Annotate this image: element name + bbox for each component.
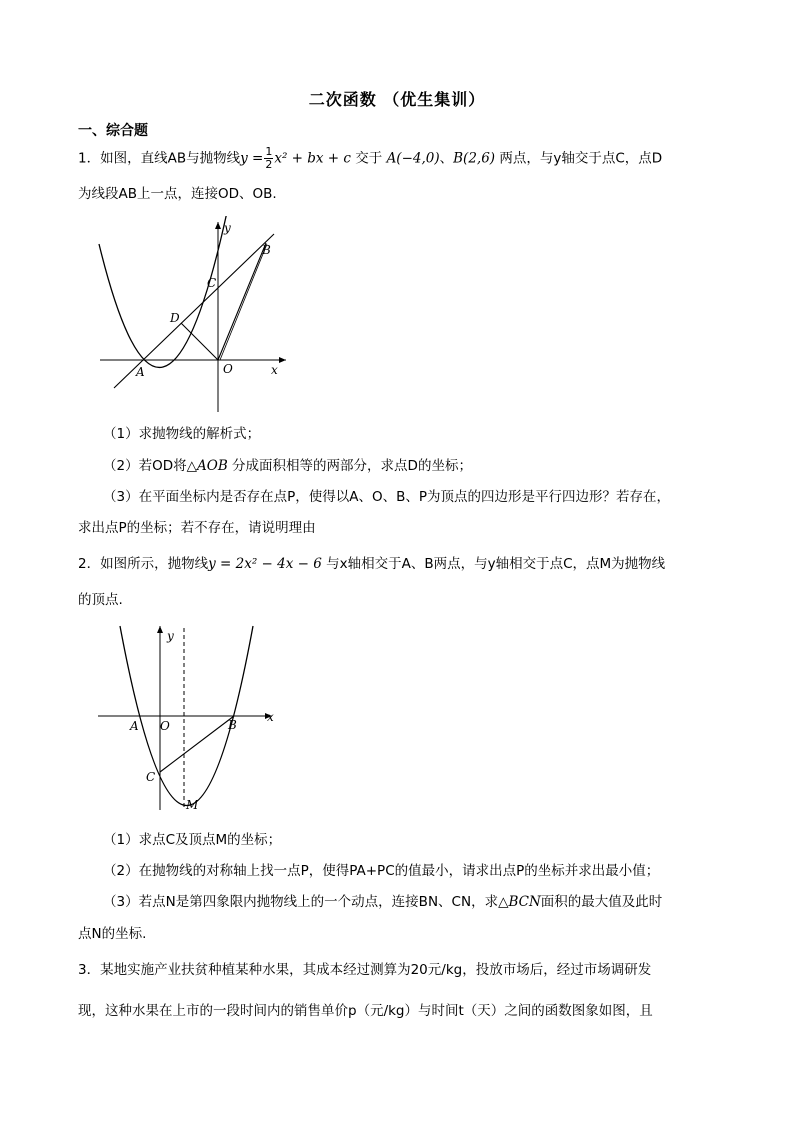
q1-segment-ob-2 [220,244,267,360]
q1-point-b: B(2,6) [453,150,496,167]
q1-point-a: A(−4,0) [386,150,440,167]
q2-label-x: x [267,710,274,724]
q1-sub2-a: （2）若OD将 [103,458,187,474]
q1-text-a: 1．如图，直线AB与抛物线 [78,150,241,167]
q1-eq-fraction [264,146,273,171]
q1-text-d: 两点，与y轴交于点C，点D [499,150,663,167]
q1-eq-den: 2 [265,158,273,171]
q1-label-x: x [271,363,278,377]
q2-sub3-triangle: △BCN [498,894,541,910]
q2-equation: y = 2x² − 4x − 6 [208,556,322,572]
q2-line2: 的顶点. [78,592,123,608]
q1-eq-num: 1 [265,145,273,158]
q1-parabola [99,216,227,367]
q1-figure [90,216,290,416]
q1-sub3-line1: （3）在平面坐标内是否存在点P，使得以A、O、B、P为顶点的四边形是平行四边形？若存在， [103,489,670,505]
q1-sub1: （1）求抛物线的解析式； [103,426,261,442]
q1-y-arrow [215,222,221,229]
q1-sub2 [103,456,472,476]
q1-eq-lhs: y = [240,150,264,167]
q1-x-arrow [279,357,286,363]
q2-sub3-line1 [103,892,662,912]
q2-figure [90,620,290,820]
q2-sub1: （1）求点C及顶点M的坐标； [103,832,282,848]
q1-segment-ob [218,243,266,360]
q2-label-m: M [186,798,199,812]
q1-line2: 为线段AB上一点，连接OD、OB. [78,186,277,202]
q2-sub2: （2）在抛物线的对称轴上找一点P，使得PA+PC的值最小，请求出点P的坐标并求出最小值； [103,863,660,879]
q3-line2: 现，这种水果在上市的一段时间内的销售单价p（元/kg）与时间t（天）之间的函数图象如图，且 [78,1003,653,1019]
q2-sub3-a: （3）若点N是第四象限内抛物线上的一个动点，连接BN、CN，求 [103,894,499,910]
q2-label-c: C [146,770,156,784]
q1-sub3-line2: 求出点P的坐标；若不存在，请说明理由 [78,520,316,536]
q1-label-o: O [223,362,233,376]
q1-text-c: 、 [439,150,454,167]
q2-sub3-line2: 点N的坐标. [78,926,147,942]
q2-label-b: B [228,718,237,732]
q2-label-o: O [160,719,170,733]
q2-sub3-b: 面积的最大值及此时 [540,894,663,910]
document-title: 二次函数 （优生集训） [308,90,486,109]
q1-sub2-triangle: △AOB [186,458,228,474]
q2-label-a: A [130,719,139,733]
q2-line1 [78,554,665,574]
q1-label-c: C [207,276,217,290]
q2-text-b: 与x轴相交于A、B两点，与y轴相交于点C，点M为抛物线 [326,556,666,572]
q2-label-y: y [167,629,174,643]
q1-eq-rest: x² + bx + c [274,150,351,167]
section-heading: 一、综合题 [78,123,148,139]
q1-label-y: y [224,221,231,235]
q1-label-a: A [136,365,145,379]
q2-y-arrow [157,626,163,633]
q3-line1: 3．某地实施产业扶贫种植某种水果，其成本经过测算为20元/kg，投放市场后，经过市场调研发 [78,962,652,978]
q1-line1 [78,146,662,171]
q1-label-b: B [262,243,271,257]
q2-segment-bc [160,716,234,772]
q2-text-a: 2．如图所示，抛物线 [78,556,209,572]
q1-sub2-b: 分成面积相等的两部分，求点D的坐标； [232,458,472,474]
q1-text-b: 交于 [355,150,383,167]
q1-label-d: D [170,311,180,325]
